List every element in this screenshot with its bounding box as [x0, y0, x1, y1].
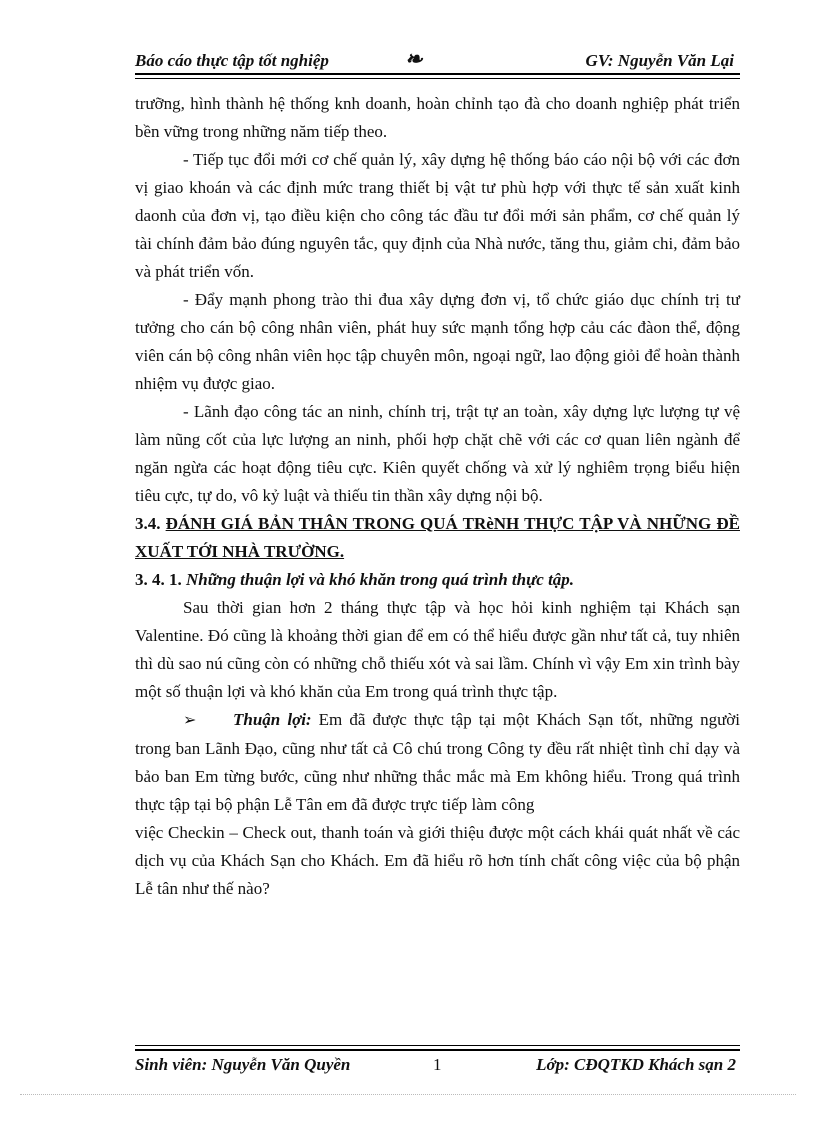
footer-rule-thin: [135, 1045, 740, 1046]
subsection-title: Những thuận lợi và khó khăn trong quá trình thực tập.: [186, 570, 575, 589]
body-paragraph: - Lãnh đạo công tác an ninh, chính trị, trật tự an toàn, xây dựng lực lượng tự vệ làm nũng cốt của lực lượng an ninh, phối hợp chặt chẽ với các cơ quan liên ngành để ngăn ngừa các hoạt động tiêu cực. Kiên quyết chống và xử lý nghiêm trọng biểu hiện tiêu cực, tự do, vô kỷ luật và thiếu tin thần xây dựng nội bộ.: [135, 402, 740, 505]
page-body: [135, 90, 740, 903]
page-footer: [135, 1055, 740, 1079]
page-edge-divider: [20, 1094, 796, 1095]
header-rule-thin: [135, 78, 740, 79]
footer-rule: [135, 1049, 740, 1051]
header-report-title: Báo cáo thực tập tốt nghiệp: [135, 51, 329, 70]
bullet-paragraph: [135, 706, 740, 819]
arrow-bullet-icon: ➢: [183, 712, 197, 729]
section-number: 3.4.: [135, 514, 161, 533]
footer-class: Lớp: CĐQTKD Khách sạn 2: [536, 1055, 736, 1074]
body-paragraph: trưỡng, hình thành hệ thống knh doanh, hoàn chỉnh tạo đà cho doanh nghiệp phát triển bền vững trong những năm tiếp theo.: [135, 94, 740, 141]
subsection-number: 3. 4. 1.: [135, 570, 182, 589]
bullet-text: Em đã được thực tập tại một Khách Sạn tốt, những người trong ban Lãnh Đạo, cũng như tất cả Cô chú trong Công ty đều rất nhiệt tình chỉ dạy và bảo ban Em từng bước, cũng như những thắc mắc mà Em không hiểu. Trong quá trình thực tập tại bộ phận Lễ Tân em đã được trực tiếp làm công: [135, 710, 740, 814]
bullet-label: Thuận lợi:: [233, 710, 312, 729]
page-number: 1: [433, 1055, 442, 1074]
subsection-heading: [135, 566, 740, 594]
page-header: [135, 47, 740, 73]
footer-student: Sinh viên: Nguyễn Văn Quyền: [135, 1055, 351, 1074]
intro-paragraph: Sau thời gian hơn 2 tháng thực tập và học hỏi kinh nghiệm tại Khách sạn Valentine. Đó cũng là khoảng thời gian để em có thể hiểu được gần như tất cả, tuy nhiên thì dù sao nú cũng còn có những chỗ thiếu xót và sai lầm. Chính vì vậy Em xin trình bày một số thuận lợi và khó khăn của Em trong quá trình thực tập.: [135, 598, 740, 701]
section-title: ĐÁNH GIÁ BẢN THÂN TRONG QUÁ TRèNH THỰC TẬP VÀ NHỮNG ĐỀ XUẤT TỚI NHÀ TRƯỜNG.: [135, 514, 740, 561]
header-rule: [135, 73, 740, 75]
continuation-paragraph: việc Checkin – Check out, thanh toán và giới thiệu được một cách khái quát nhất về các dịch vụ của Khách Sạn cho Khách. Em đã hiểu rõ hơn tính chất công việc của bộ phận Lễ tân như thế nào?: [135, 823, 740, 898]
header-instructor: GV: Nguyễn Văn Lại: [585, 51, 734, 70]
section-heading: [135, 510, 740, 566]
header-ornament-icon: ❧: [405, 47, 422, 71]
body-paragraph: - Tiếp tục đổi mới cơ chế quản lý, xây dựng hệ thống báo cáo nội bộ với các đơn vị giao khoán và các định mức trang thiết bị vật tư phù hợp với thực tế sản xuất kinh daonh của đơn vị, tạo điều kiện cho công tác đầu tư đổi mới sản phẩm, cơ chế quản lý tài chính đảm bảo đúng nguyên tắc, quy định của Nhà nước, tăng thu, giảm chi, đảm bảo và phát triển vốn.: [135, 150, 740, 281]
body-paragraph: - Đẩy mạnh phong trào thi đua xây dựng đơn vị, tổ chức giáo dục chính trị tư tưởng cho cán bộ công nhân viên, phát huy sức mạnh tổng hợp cảu các đàon thể, động viên cán bộ công nhân viên học tập chuyên môn, ngoại ngữ, lao động giỏi để hoàn thành nhiệm vụ được giao.: [135, 290, 740, 393]
